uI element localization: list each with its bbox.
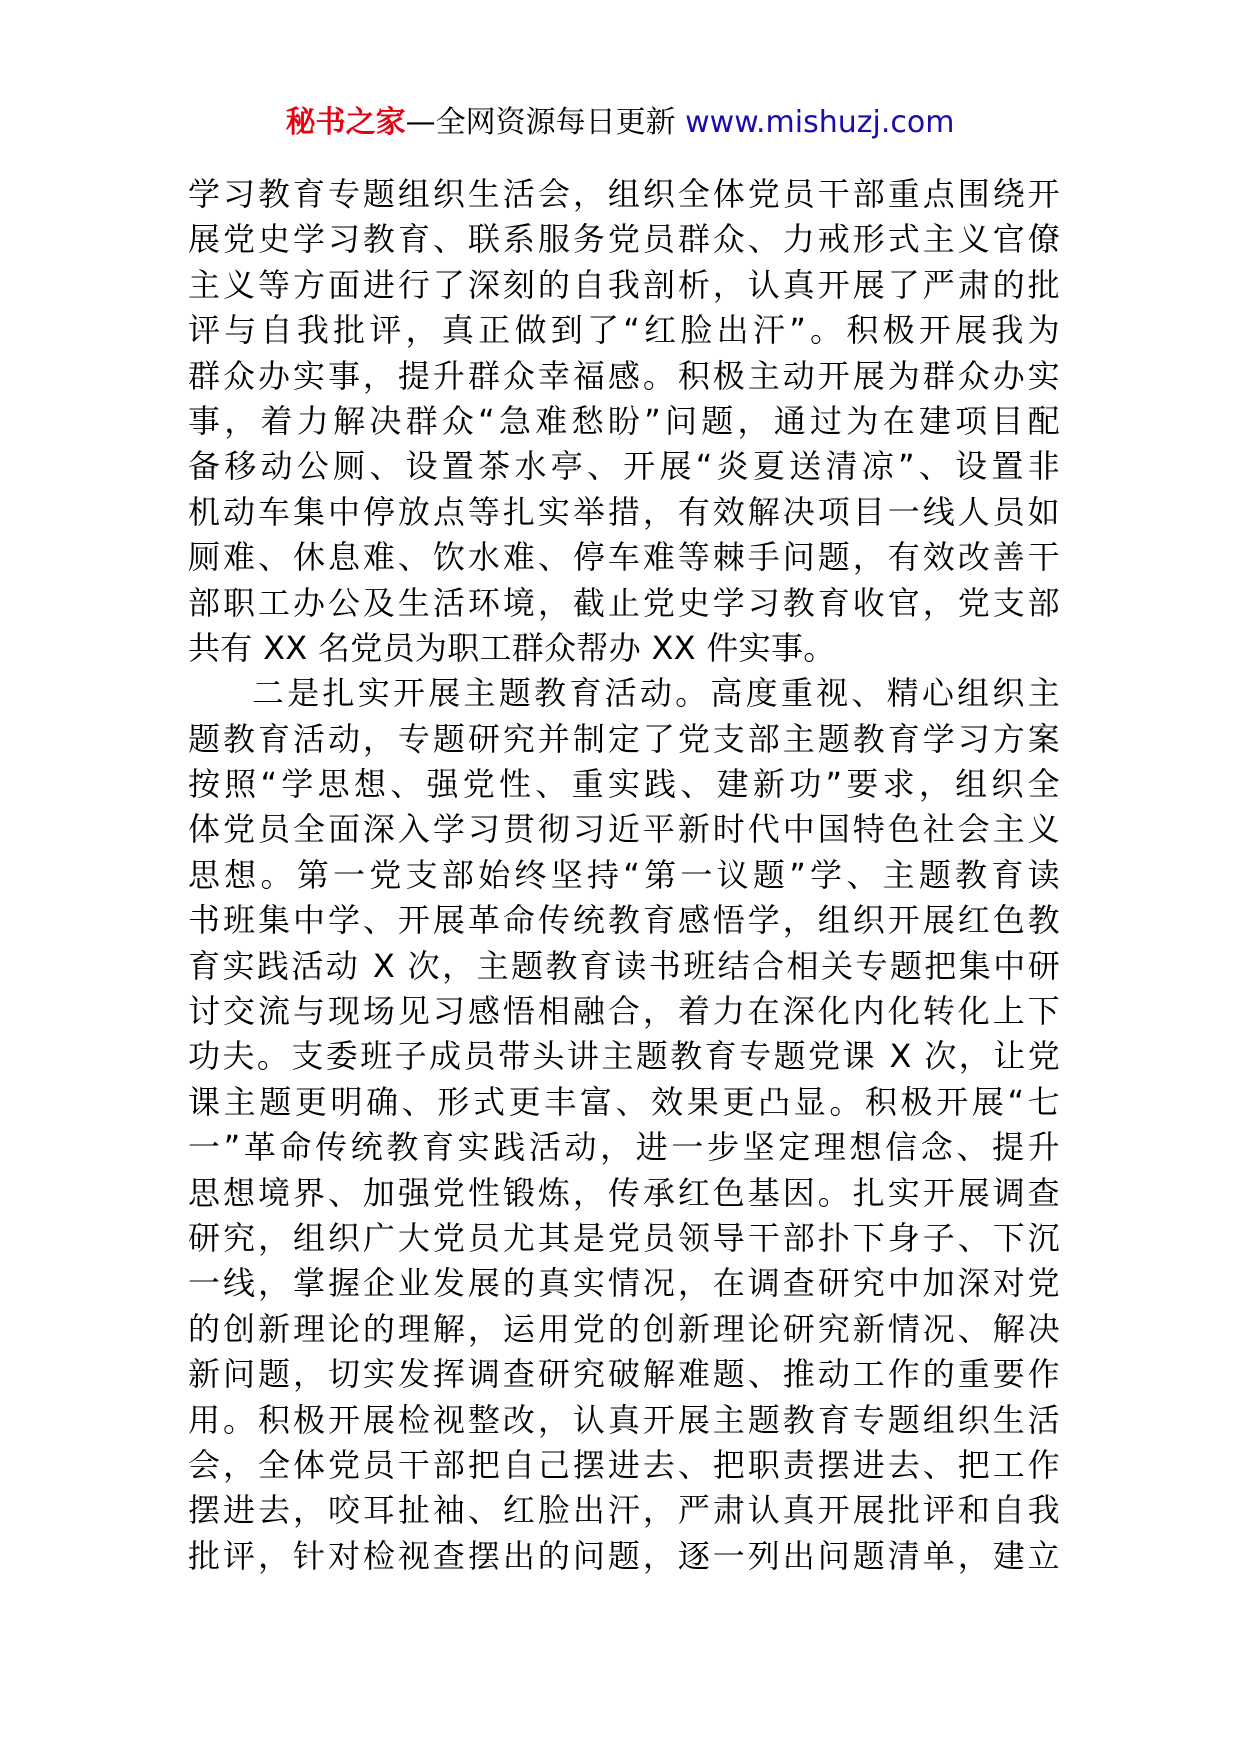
text-line: 群众办实事，提升群众幸福感。积极主动开展为群众办实 bbox=[188, 356, 1060, 395]
text-line: 题教育活动，专题研究并制定了党支部主题教育学习方案 bbox=[188, 719, 1060, 758]
text-line: 一”革命传统教育实践活动，进一步坚定理想信念、提升 bbox=[188, 1128, 1060, 1167]
text-line: 讨交流与现场见习感悟相融合，着力在深化内化转化上下 bbox=[188, 992, 1060, 1031]
header-slogan: —全网资源每日更新 bbox=[405, 105, 686, 140]
text-line: 的创新理论的理解，运用党的创新理论研究新情况、解决 bbox=[188, 1309, 1060, 1348]
text-line: 课主题更明确、形式更丰富、效果更凸显。积极开展“七 bbox=[188, 1082, 1060, 1121]
site-url-link[interactable]: www.mishuzj.com bbox=[685, 105, 955, 140]
text-line: 共有 XX 名党员为职工群众帮办 XX 件实事。 bbox=[188, 628, 836, 667]
text-line: 新问题，切实发挥调查研究破解难题、推动工作的重要作 bbox=[188, 1355, 1060, 1394]
text-line: 功夫。支委班子成员带头讲主题教育专题党课 X 次，让党 bbox=[188, 1037, 1060, 1076]
text-line: 批评，针对检视查摆出的问题，逐一列出问题清单，建立 bbox=[188, 1536, 1060, 1575]
text-line: 思想。第一党支部始终坚持“第一议题”学、主题教育读 bbox=[188, 855, 1060, 894]
text-line: 主义等方面进行了深刻的自我剖析，认真开展了严肃的批 bbox=[188, 265, 1060, 304]
text-line: 学习教育专题组织生活会，组织全体党员干部重点围绕开 bbox=[188, 175, 1060, 213]
text-line: 摆进去，咬耳扯袖、红脸出汗，严肃认真开展批评和自我 bbox=[188, 1491, 1060, 1530]
text-line: 评与自我批评，真正做到了“红脸出汗”。积极开展我为 bbox=[188, 311, 1060, 350]
text-line: 书班集中学、开展革命传统教育感悟学，组织开展红色教 bbox=[188, 901, 1060, 940]
text-line: 研究，组织广大党员尤其是党员领导干部扑下身子、下沉 bbox=[188, 1218, 1060, 1257]
text-line: 体党员全面深入学习贯彻习近平新时代中国特色社会主义 bbox=[188, 810, 1060, 849]
site-header bbox=[0, 103, 1240, 143]
text-line: 思想境界、加强党性锻炼，传承红色基因。扎实开展调查 bbox=[188, 1173, 1060, 1212]
text-line: 会，全体党员干部把自己摆进去、把职责摆进去、把工作 bbox=[188, 1445, 1060, 1484]
text-line: 机动车集中停放点等扎实举措，有效解决项目一线人员如 bbox=[188, 492, 1060, 531]
text-line: 育实践活动 X 次，主题教育读书班结合相关专题把集中研 bbox=[188, 946, 1060, 985]
paragraph-2 bbox=[188, 671, 1060, 1579]
document-body bbox=[188, 172, 1060, 1579]
text-line: 按照“学思想、强党性、重实践、建新功”要求，组织全 bbox=[188, 765, 1060, 804]
text-line: 事，着力解决群众“急难愁盼”问题，通过为在建项目配 bbox=[188, 401, 1060, 440]
text-line: 厕难、休息难、饮水难、停车难等棘手问题，有效改善干 bbox=[188, 538, 1060, 577]
text-line: 用。积极开展检视整改，认真开展主题教育专题组织生活 bbox=[188, 1400, 1060, 1439]
text-line: 二是扎实开展主题教育活动。高度重视、精心组织主 bbox=[252, 674, 1060, 713]
brand-name: 秘书之家 bbox=[285, 105, 406, 140]
paragraph-1 bbox=[188, 172, 1060, 671]
text-line: 部职工办公及生活环境，截止党史学习教育收官，党支部 bbox=[188, 583, 1060, 622]
text-line: 备移动公厕、设置茶水亭、开展“炎夏送清凉”、设置非 bbox=[188, 447, 1060, 486]
text-line: 展党史学习教育、联系服务党员群众、力戒形式主义官僚 bbox=[188, 220, 1060, 259]
text-line: 一线，掌握企业发展的真实情况，在调查研究中加深对党 bbox=[188, 1264, 1060, 1303]
